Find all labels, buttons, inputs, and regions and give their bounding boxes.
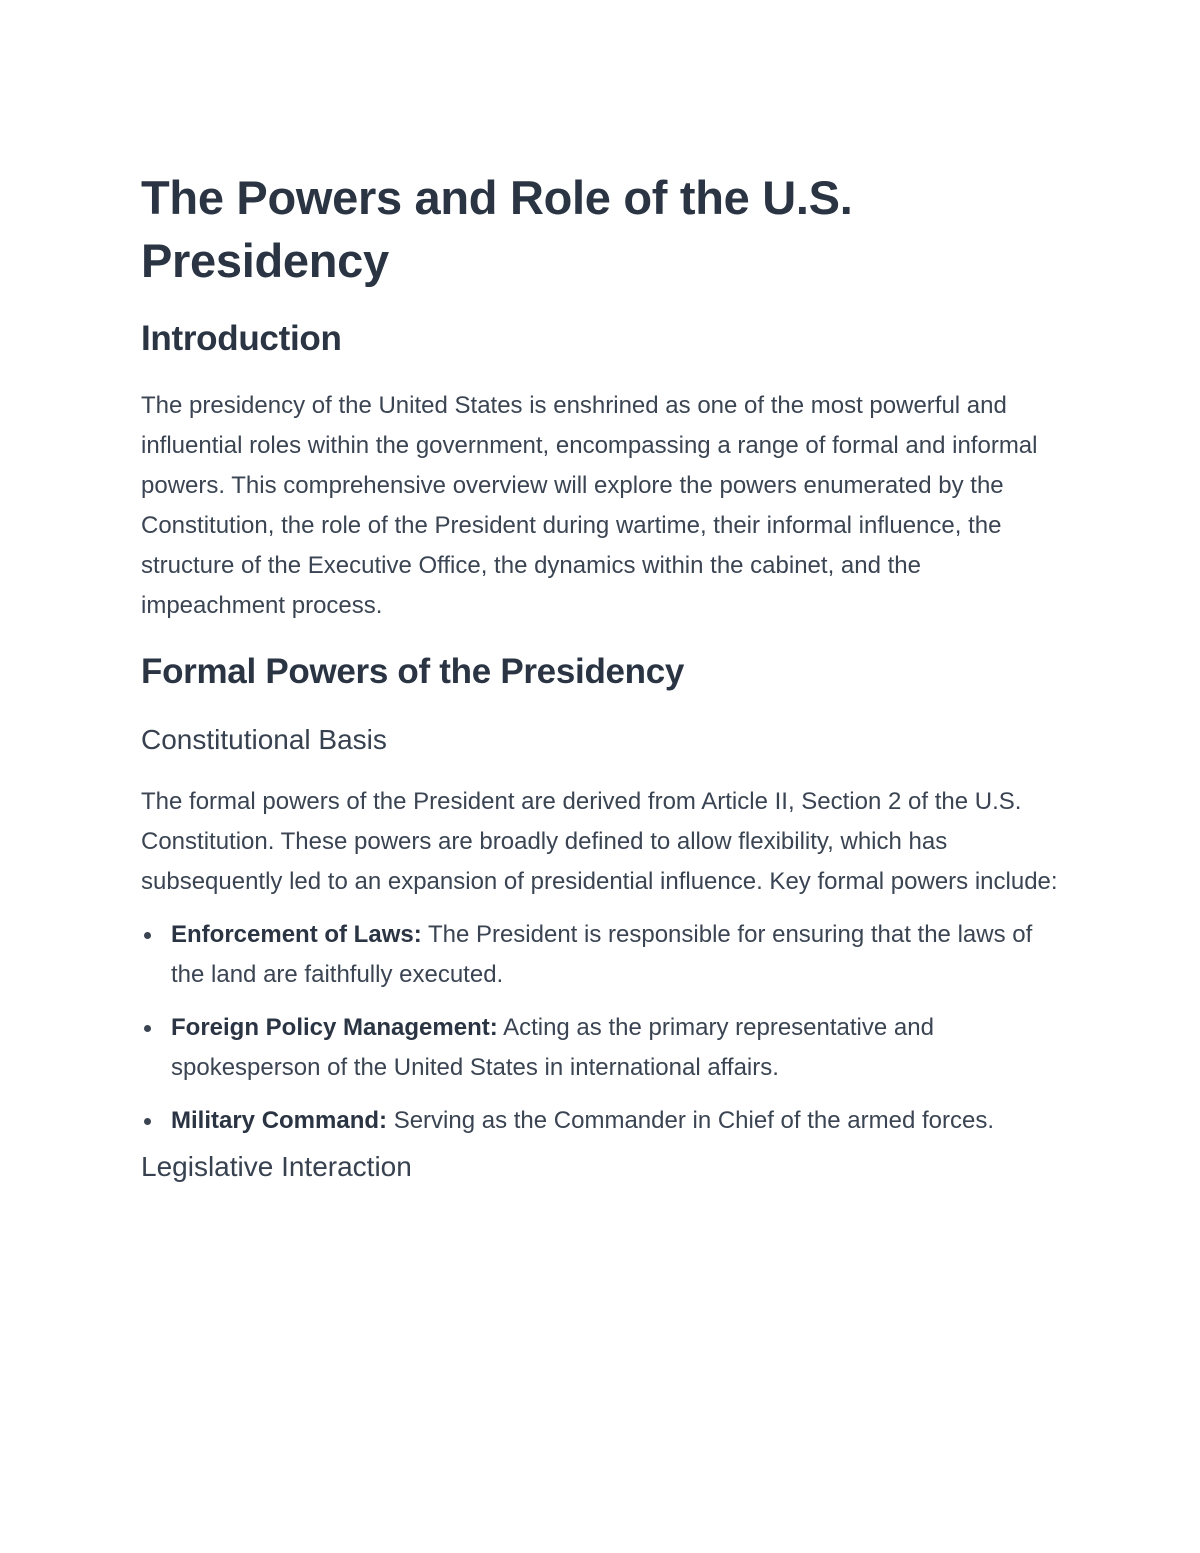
list-item (141, 915, 1066, 995)
heading-formal-powers: Formal Powers of the Presidency (141, 652, 685, 691)
list-item (141, 1008, 1066, 1088)
heading-introduction: Introduction (141, 319, 342, 358)
list-item-text: Serving as the Commander in Chief of the armed forces. (387, 1107, 994, 1134)
document-page (141, 166, 1066, 1185)
list-item-term: Foreign Policy Management: (171, 1014, 498, 1041)
subheading-legislative-interaction: Legislative Interaction (141, 1151, 412, 1182)
formal-powers-list (141, 915, 1066, 1141)
list-item-text: Acting as the primary representative and spokesperson of the United States in international affairs. (171, 1014, 934, 1081)
list-item-term: Military Command: (171, 1107, 388, 1134)
list-item-term: Enforcement of Laws: (171, 921, 422, 948)
bullet-icon (144, 1025, 151, 1032)
bullet-icon (144, 1118, 151, 1125)
list-item (141, 1101, 1066, 1141)
bullet-icon (144, 932, 151, 939)
list-item-text: The President is responsible for ensuring that the laws of the land are faithfully executed. (171, 921, 1033, 988)
subheading-constitutional-basis: Constitutional Basis (141, 724, 387, 755)
paragraph-constitutional-basis: The formal powers of the President are derived from Article II, Section 2 of the U.S. Constitution. These powers are broadly defined to allow flexibility, which has subsequently led to an expansion of presidential influence. Key formal powers include: (141, 788, 1058, 895)
document-title: The Powers and Role of the U.S. Presidency (141, 171, 853, 287)
paragraph-introduction: The presidency of the United States is enshrined as one of the most powerful and influential roles within the government, encompassing a range of formal and informal powers. This comprehensive overview will explore the powers enumerated by the Constitution, the role of the President during wartime, their informal influence, the structure of the Executive Office, the dynamics within the cabinet, and the impeachment process. (141, 392, 1038, 619)
